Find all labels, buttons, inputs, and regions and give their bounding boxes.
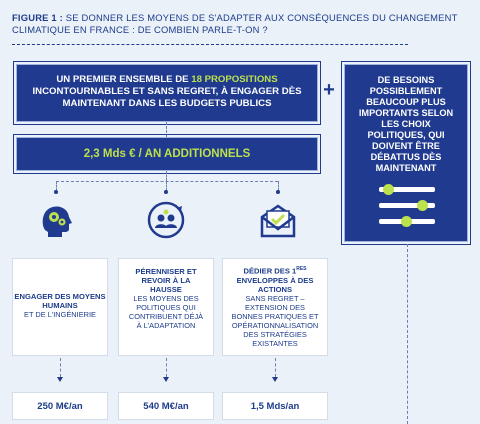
card-no-regret-head-post: ENVELOPPES À DES ACTIONS [236,275,314,294]
value-arrow-2 [163,377,169,382]
envelope-icon [258,200,298,240]
value-connector-3 [275,358,276,377]
value-arrow-3 [272,377,278,382]
amount-text: 2,3 Mds € / AN ADDITIONNELS [83,148,251,160]
connector-top-amount [166,122,167,137]
people-arrow-icon [146,200,186,240]
card-no-regret-head-pre: DÉDIER DES 1 [243,266,297,276]
card-no-regret-actions-body: SANS REGRET – EXTENSION DES BONNES PRATIQUES ET OPÉRATIONNALISATION DES STRATÉGIES EXISTANTES [231,293,319,348]
additional-needs-box [344,64,468,242]
figure-title [12,12,472,36]
branch-dot-2 [164,190,168,194]
card-no-regret-actions-head [223,265,327,294]
value-human-resources: 250 M€/an [12,392,108,420]
card-existing-policies-body: LES MOYENS DES POLITIQUES QUI CONTRIBUENT DÉJÀ À L'ADAPTATION [128,294,204,330]
side-connector [407,244,408,424]
head-gears-icon [36,200,76,240]
connector-amount-branch [166,171,167,181]
plus-sign: + [323,79,335,101]
propositions-text-part1: UN PREMIER ENSEMBLE DE [56,74,192,85]
propositions-highlight: 18 PROPOSITIONS [191,74,278,85]
card-human-resources-head: ENGAGER DES MOYENS HUMAINS [14,292,106,310]
card-human-resources-body: ET DE L'INGÉNIERIE [24,310,96,319]
value-arrow-1 [57,377,63,382]
card-existing-policies-head: PÉRENNISER ET REVOIR À LA HAUSSE [135,267,197,294]
propositions-text-part2: INCONTOURNABLES ET SANS REGRET, À ENGAGER DÈS MAINTENANT DANS LES BUDGETS PUBLICS [32,86,302,109]
additional-needs-text: DE BESOINS POSSIBLEMENT BEAUCOUP PLUS IMPORTANTS SELON LES CHOIX POLITIQUES, QUI DOIVENT ÊTRE DÉBATTUS DÈS MAINTENANT [358,75,454,173]
value-no-regret-actions: 1,5 Mds/an [222,392,328,420]
card-no-regret-head-sup: RES [296,266,307,272]
value-connector-1 [60,358,61,377]
figure-label: FIGURE 1 : [12,12,63,23]
propositions-text [17,74,317,110]
amount-box [16,137,318,171]
slider-icon-2 [379,203,435,208]
branch-dot-1 [54,190,58,194]
card-human-resources [12,258,108,356]
card-existing-policies [118,258,214,356]
slider-icon-1 [379,187,435,192]
branch-line [56,181,278,182]
value-existing-policies: 540 M€/an [118,392,214,420]
card-no-regret-actions [222,258,328,356]
branch-dot-3 [276,190,280,194]
value-connector-2 [166,358,167,377]
propositions-box [16,64,318,122]
slider-icon-3 [379,219,435,224]
title-divider [12,44,408,45]
figure-title-text: SE DONNER LES MOYENS DE S'ADAPTER AUX CONSÉQUENCES DU CHANGEMENT CLIMATIQUE EN FRANCE : DE COMBIEN PARLE-T-ON ? [12,12,458,35]
